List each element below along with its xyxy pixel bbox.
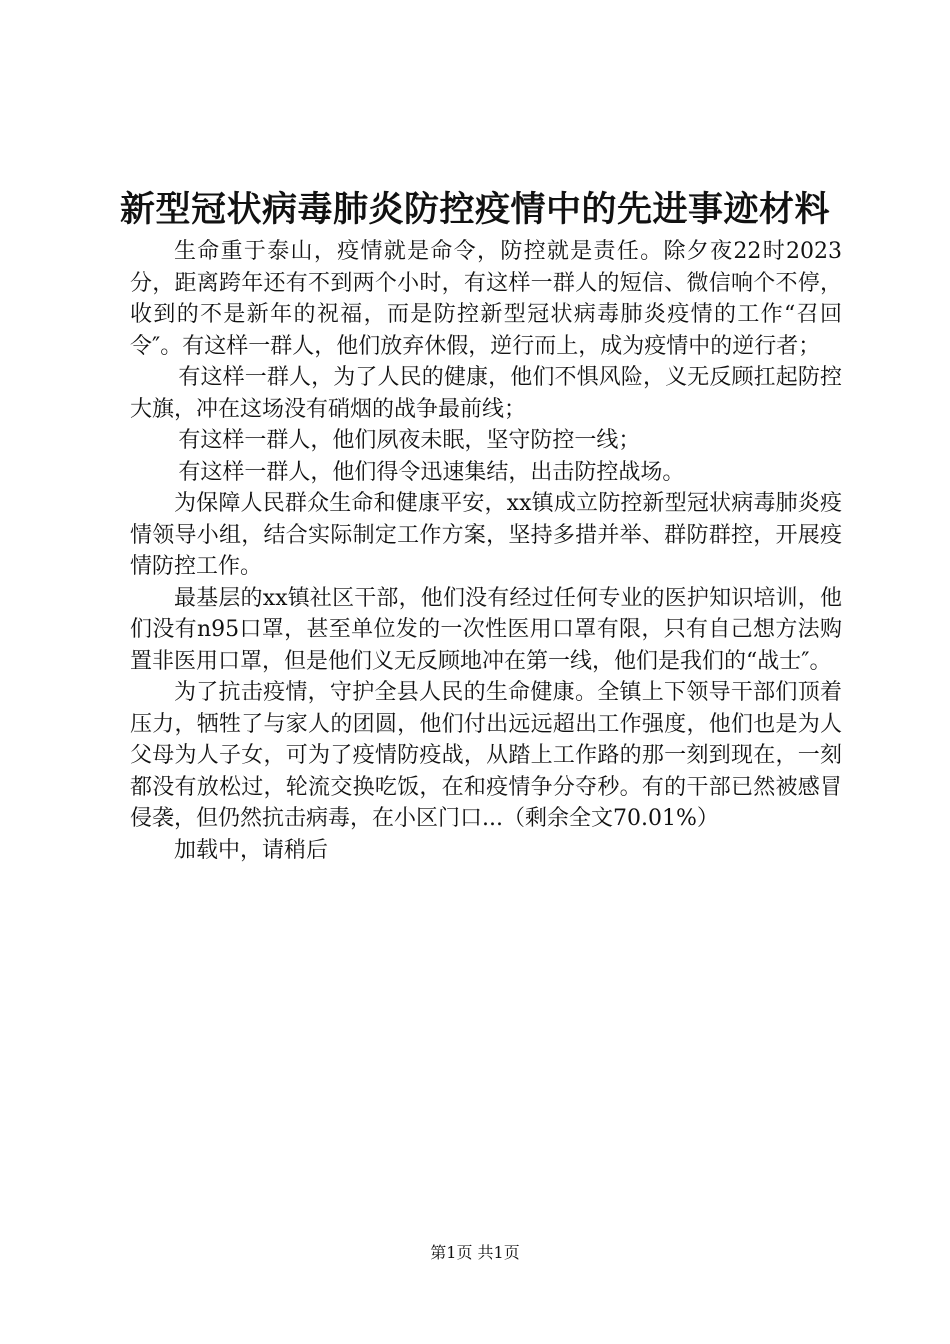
document-title: 新型冠状病毒肺炎防控疫情中的先进事迹材料 xyxy=(119,190,830,230)
loading-message: 加载中，请稍后 xyxy=(174,837,329,863)
paragraph-1: 生命重于泰山，疫情就是命令，防控就是责任。除夕夜22时2023分，距离跨年还有不到两个小时，有这样一群人的短信、微信响个不停，收到的不是新年的祝福，而是防控新型冠状病毒肺炎疫情的工作“召回令″。有这样一群人，他们放弃休假，逆行而上，成为疫情中的逆行者； xyxy=(130,239,842,359)
document-body xyxy=(130,236,842,866)
paragraph-3: 有这样一群人，他们夙夜未眠，坚守防控一线； xyxy=(178,428,641,453)
page-indicator: 第1页 共1页 xyxy=(430,1243,520,1262)
paragraph-4: 有这样一群人，他们得令迅速集结，出击防控战场。 xyxy=(178,459,685,485)
paragraph-6: 最基层的xx镇社区干部，他们没有经过任何专业的医护知识培训，他们没有n95口罩，甚至单位发的一次性医用口罩有限，只有自己想方法购置非医用口罩，但是他们义无反顾地冲在第一线，他们是我们的“战士″。 xyxy=(130,585,842,674)
paragraph-7: 为了抗击疫情，守护全县人民的生命健康。全镇上下领导干部们顶着压力，牺牲了与家人的团圆，他们付出远远超出工作强度，他们也是为人父母为人子女，可为了疫情防疫战，从踏上工作路的那一刻到现在，一刻都没有放松过，轮流交换吃饭，在和疫情争分夺秒。有的干部已然被感冒侵袭，但仍然抗击病毒，在小区门口...（剩余全文70.01%） xyxy=(130,680,842,831)
paragraph-5: 为保障人民群众生命和健康平安，xx镇成立防控新型冠状病毒肺炎疫情领导小组，结合实际制定工作方案，坚持多措并举、群防群控，开展疫情防控工作。 xyxy=(130,491,842,579)
paragraph-2: 有这样一群人，为了人民的健康，他们不惧风险，义无反顾扛起防控大旗，冲在这场没有硝烟的战争最前线； xyxy=(130,365,842,422)
